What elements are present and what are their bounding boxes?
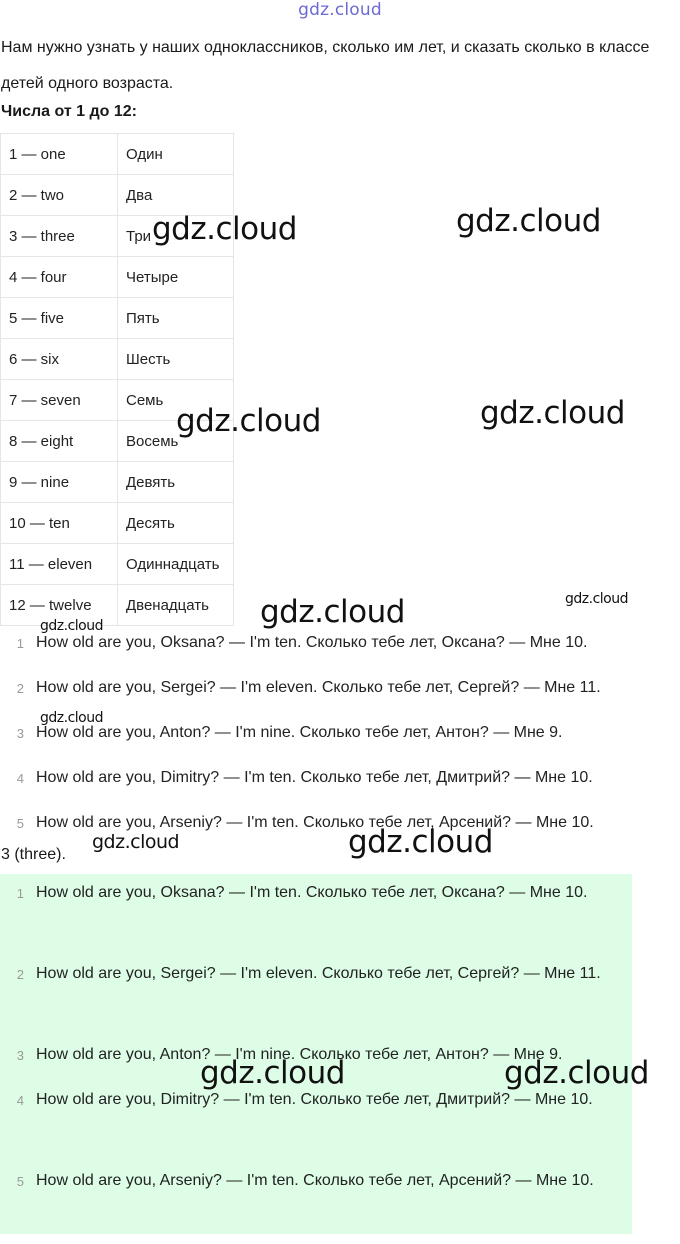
watermark: gdz.cloud <box>40 710 103 726</box>
dialogue-text: How old are you, Sergei? — I'm eleven. Сколько тебе лет, Сергей? — Мне 11. <box>36 965 601 982</box>
intro-paragraph: Нам нужно узнать у наших одноклассников, сколько им лет, и сказать сколько в классе детей одного возраста. <box>1 39 650 92</box>
watermark: gdz.cloud <box>565 591 628 607</box>
number-russian: Шесть <box>118 339 234 380</box>
watermark: gdz.cloud <box>456 203 601 239</box>
number-english: 6 — six <box>1 339 118 380</box>
dialogue-item <box>0 956 632 1037</box>
item-number: 1 <box>16 886 24 901</box>
table-heading: Числа от 1 до 12: <box>1 103 137 120</box>
item-number: 1 <box>16 636 24 651</box>
number-english: 5 — five <box>1 298 118 339</box>
table-row <box>1 339 234 380</box>
table-row <box>1 175 234 216</box>
dialogue-item <box>0 875 632 956</box>
number-english: 8 — eight <box>1 421 118 462</box>
watermark: gdz.cloud <box>348 824 493 860</box>
number-russian: Три <box>118 216 234 257</box>
dialogue-item <box>0 1082 632 1163</box>
item-number: 5 <box>16 816 24 831</box>
dialogue-text: How old are you, Dimitry? — I'm ten. Сколько тебе лет, Дмитрий? — Мне 10. <box>36 1091 593 1108</box>
dialogue-item <box>0 670 680 715</box>
number-russian: Восемь <box>118 421 234 462</box>
number-russian: Девять <box>118 462 234 503</box>
answer-label: 3 (three). <box>1 846 66 863</box>
table-row <box>1 257 234 298</box>
watermark: gdz.cloud <box>176 403 321 439</box>
site-logo[interactable]: gdz.cloud <box>298 0 382 20</box>
item-number: 3 <box>16 726 24 741</box>
watermark: gdz.cloud <box>260 594 405 630</box>
item-number: 3 <box>16 1048 24 1063</box>
number-english: 3 — three <box>1 216 118 257</box>
watermark: gdz.cloud <box>504 1055 649 1091</box>
number-russian: Одиннадцать <box>118 544 234 585</box>
number-english: 10 — ten <box>1 503 118 544</box>
table-row <box>1 134 234 175</box>
number-english: 1 — one <box>1 134 118 175</box>
number-russian: Пять <box>118 298 234 339</box>
item-number: 2 <box>16 681 24 696</box>
watermark: gdz.cloud <box>480 395 625 431</box>
dialogue-text: How old are you, Sergei? — I'm eleven. Сколько тебе лет, Сергей? — Мне 11. <box>36 679 601 696</box>
table-row <box>1 503 234 544</box>
number-english: 2 — two <box>1 175 118 216</box>
number-russian: Два <box>118 175 234 216</box>
number-russian: Четыре <box>118 257 234 298</box>
number-english: 4 — four <box>1 257 118 298</box>
dialogue-text: How old are you, Arseniy? — I'm ten. Сколько тебе лет, Арсений? — Мне 10. <box>36 1172 594 1189</box>
table-row <box>1 462 234 503</box>
watermark: gdz.cloud <box>92 831 180 853</box>
number-english: 12 — twelve <box>1 585 118 626</box>
watermark: gdz.cloud <box>152 211 297 247</box>
dialogue-text: How old are you, Arseniy? — I'm ten. Сколько тебе лет, Арсений? — Мне 10. <box>36 814 594 831</box>
dialogue-text: How old are you, Anton? — I'm nine. Сколько тебе лет, Антон? — Мне 9. <box>36 724 563 741</box>
item-number: 4 <box>16 1093 24 1108</box>
dialogue-list <box>0 625 680 850</box>
dialogue-text: How old are you, Anton? — I'm nine. Сколько тебе лет, Антон? — Мне 9. <box>36 1046 563 1063</box>
item-number: 2 <box>16 967 24 982</box>
number-english: 9 — nine <box>1 462 118 503</box>
dialogue-item <box>0 1163 632 1244</box>
table-row <box>1 585 234 626</box>
dialogue-text: How old are you, Oksana? — I'm ten. Сколько тебе лет, Оксана? — Мне 10. <box>36 634 588 651</box>
dialogue-item <box>0 760 680 805</box>
table-row <box>1 544 234 585</box>
dialogue-text: How old are you, Oksana? — I'm ten. Сколько тебе лет, Оксана? — Мне 10. <box>36 884 588 901</box>
number-russian: Один <box>118 134 234 175</box>
item-number: 5 <box>16 1174 24 1189</box>
number-russian: Семь <box>118 380 234 421</box>
dialogue-text: How old are you, Dimitry? — I'm ten. Сколько тебе лет, Дмитрий? — Мне 10. <box>36 769 593 786</box>
number-russian: Десять <box>118 503 234 544</box>
item-number: 4 <box>16 771 24 786</box>
number-russian: Двенадцать <box>118 585 234 626</box>
number-english: 7 — seven <box>1 380 118 421</box>
numbers-table <box>0 133 234 626</box>
number-english: 11 — eleven <box>1 544 118 585</box>
watermark: gdz.cloud <box>40 618 103 634</box>
table-row <box>1 298 234 339</box>
watermark: gdz.cloud <box>200 1055 345 1091</box>
